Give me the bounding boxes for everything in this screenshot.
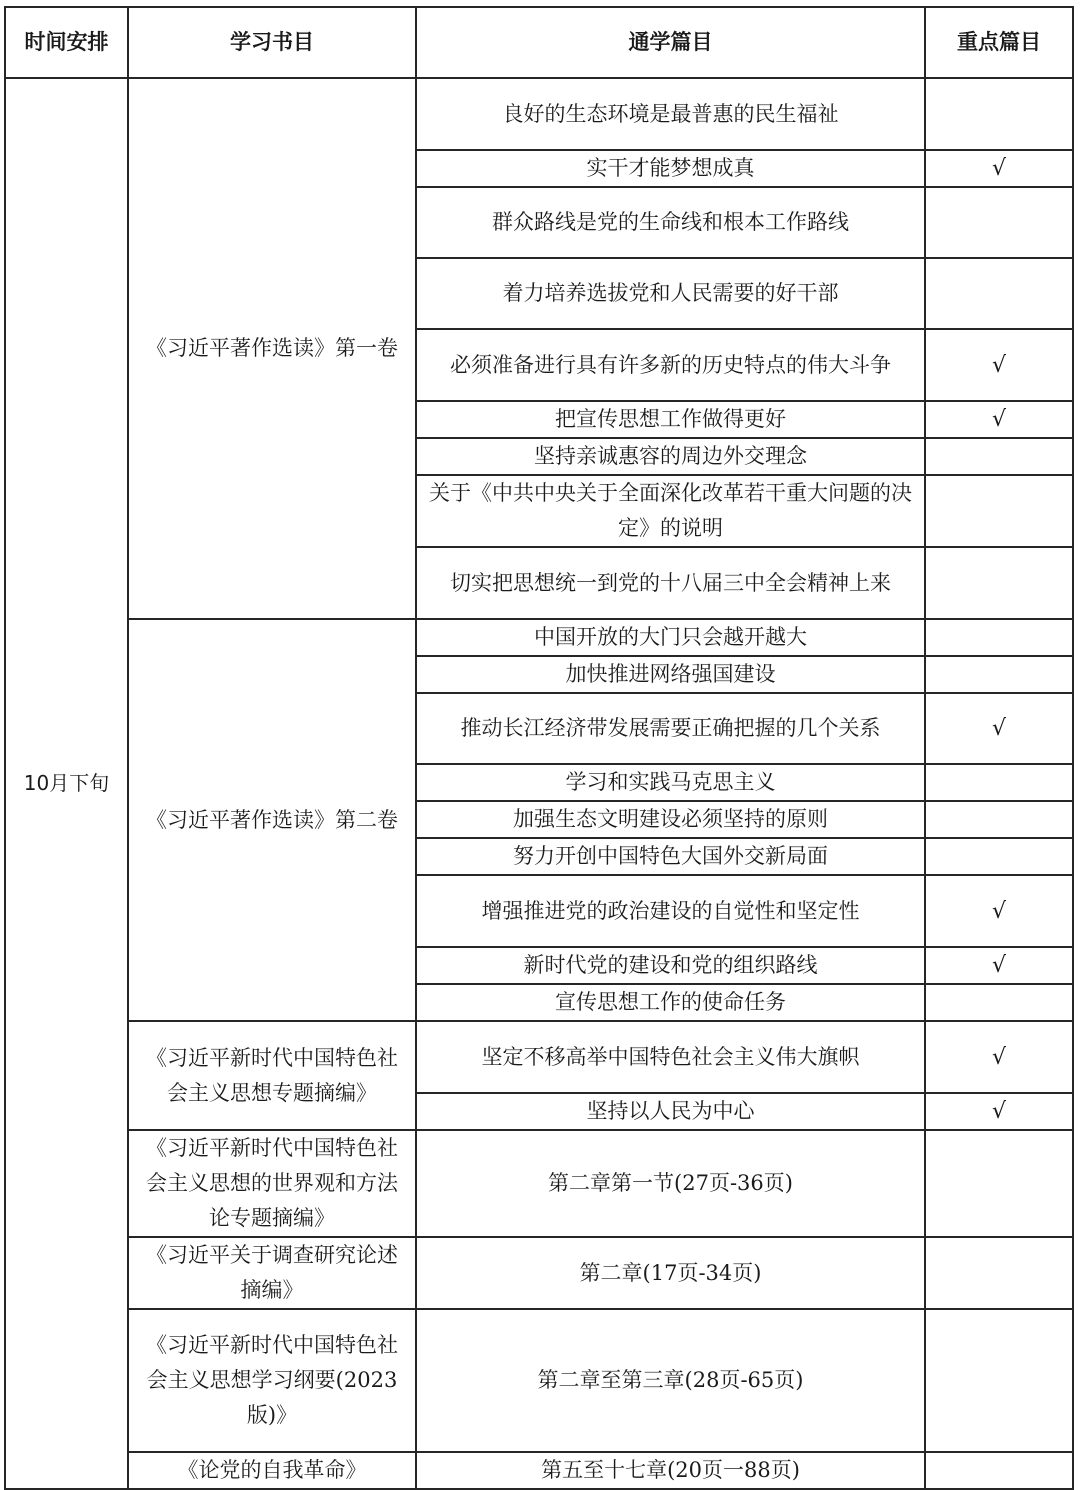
table-row [5, 1130, 1073, 1237]
article-title-cell: 学习和实践马克思主义 [416, 764, 925, 801]
key-article-checkmark [925, 258, 1073, 329]
article-title-cell: 加强生态文明建设必须坚持的原则 [416, 801, 925, 838]
article-title-cell: 坚持以人民为中心 [416, 1093, 925, 1130]
key-article-checkmark: √ [925, 947, 1073, 984]
article-title-cell: 努力开创中国特色大国外交新局面 [416, 838, 925, 875]
article-title-cell: 中国开放的大门只会越开越大 [416, 619, 925, 656]
book-title-cell: 《习近平著作选读》第二卷 [128, 619, 416, 1021]
article-title-cell: 第五至十七章(20页一88页) [416, 1452, 925, 1489]
article-title-cell: 把宣传思想工作做得更好 [416, 401, 925, 438]
key-article-checkmark [925, 1237, 1073, 1309]
article-title-cell: 群众路线是党的生命线和根本工作路线 [416, 187, 925, 258]
article-title-cell: 第二章至第三章(28页-65页) [416, 1309, 925, 1452]
header-book: 学习书目 [128, 7, 416, 78]
article-title-cell: 坚定不移高举中国特色社会主义伟大旗帜 [416, 1021, 925, 1093]
key-article-checkmark: √ [925, 329, 1073, 401]
book-title-cell: 《习近平新时代中国特色社会主义思想的世界观和方法论专题摘编》 [128, 1130, 416, 1237]
article-title-cell: 实干才能梦想成真 [416, 150, 925, 187]
article-title-cell: 关于《中共中央关于全面深化改革若干重大问题的决定》的说明 [416, 475, 925, 547]
article-title-cell: 着力培养选拔党和人民需要的好干部 [416, 258, 925, 329]
key-article-checkmark [925, 764, 1073, 801]
key-article-checkmark [925, 838, 1073, 875]
article-title-cell: 切实把思想统一到党的十八届三中全会精神上来 [416, 547, 925, 619]
key-article-checkmark [925, 438, 1073, 475]
table-row [5, 1237, 1073, 1309]
article-title-cell: 必须准备进行具有许多新的历史特点的伟大斗争 [416, 329, 925, 401]
book-title-cell: 《习近平关于调查研究论述摘编》 [128, 1237, 416, 1309]
article-title-cell: 新时代党的建设和党的组织路线 [416, 947, 925, 984]
key-article-checkmark [925, 1452, 1073, 1489]
table-row [5, 619, 1073, 656]
key-article-checkmark [925, 1130, 1073, 1237]
book-title-cell: 《习近平著作选读》第一卷 [128, 78, 416, 619]
key-article-checkmark [925, 984, 1073, 1021]
article-title-cell: 第二章第一节(27页-36页) [416, 1130, 925, 1237]
study-schedule-table [4, 6, 1074, 1490]
time-cell: 10月下旬 [5, 78, 128, 1489]
article-title-cell: 宣传思想工作的使命任务 [416, 984, 925, 1021]
table-row [5, 78, 1073, 150]
key-article-checkmark [925, 187, 1073, 258]
book-title-cell: 《习近平新时代中国特色社会主义思想专题摘编》 [128, 1021, 416, 1130]
table-row [5, 1452, 1073, 1489]
key-article-checkmark: √ [925, 875, 1073, 947]
key-article-checkmark [925, 619, 1073, 656]
table-body [5, 78, 1073, 1489]
article-title-cell: 推动长江经济带发展需要正确把握的几个关系 [416, 693, 925, 764]
header-articles: 通学篇目 [416, 7, 925, 78]
key-article-checkmark: √ [925, 1021, 1073, 1093]
article-title-cell: 坚持亲诚惠容的周边外交理念 [416, 438, 925, 475]
table-row [5, 1021, 1073, 1093]
book-title-cell: 《习近平新时代中国特色社会主义思想学习纲要(2023版)》 [128, 1309, 416, 1452]
table-row [5, 1309, 1073, 1452]
key-article-checkmark: √ [925, 150, 1073, 187]
key-article-checkmark [925, 1309, 1073, 1452]
key-article-checkmark: √ [925, 401, 1073, 438]
key-article-checkmark: √ [925, 1093, 1073, 1130]
key-article-checkmark [925, 78, 1073, 150]
article-title-cell: 加快推进网络强国建设 [416, 656, 925, 693]
article-title-cell: 增强推进党的政治建设的自觉性和坚定性 [416, 875, 925, 947]
key-article-checkmark [925, 547, 1073, 619]
book-title-cell: 《论党的自我革命》 [128, 1452, 416, 1489]
key-article-checkmark: √ [925, 693, 1073, 764]
key-article-checkmark [925, 475, 1073, 547]
key-article-checkmark [925, 801, 1073, 838]
header-row [5, 7, 1073, 78]
key-article-checkmark [925, 656, 1073, 693]
header-key-articles: 重点篇目 [925, 7, 1073, 78]
article-title-cell: 第二章(17页-34页) [416, 1237, 925, 1309]
article-title-cell: 良好的生态环境是最普惠的民生福祉 [416, 78, 925, 150]
header-time: 时间安排 [5, 7, 128, 78]
